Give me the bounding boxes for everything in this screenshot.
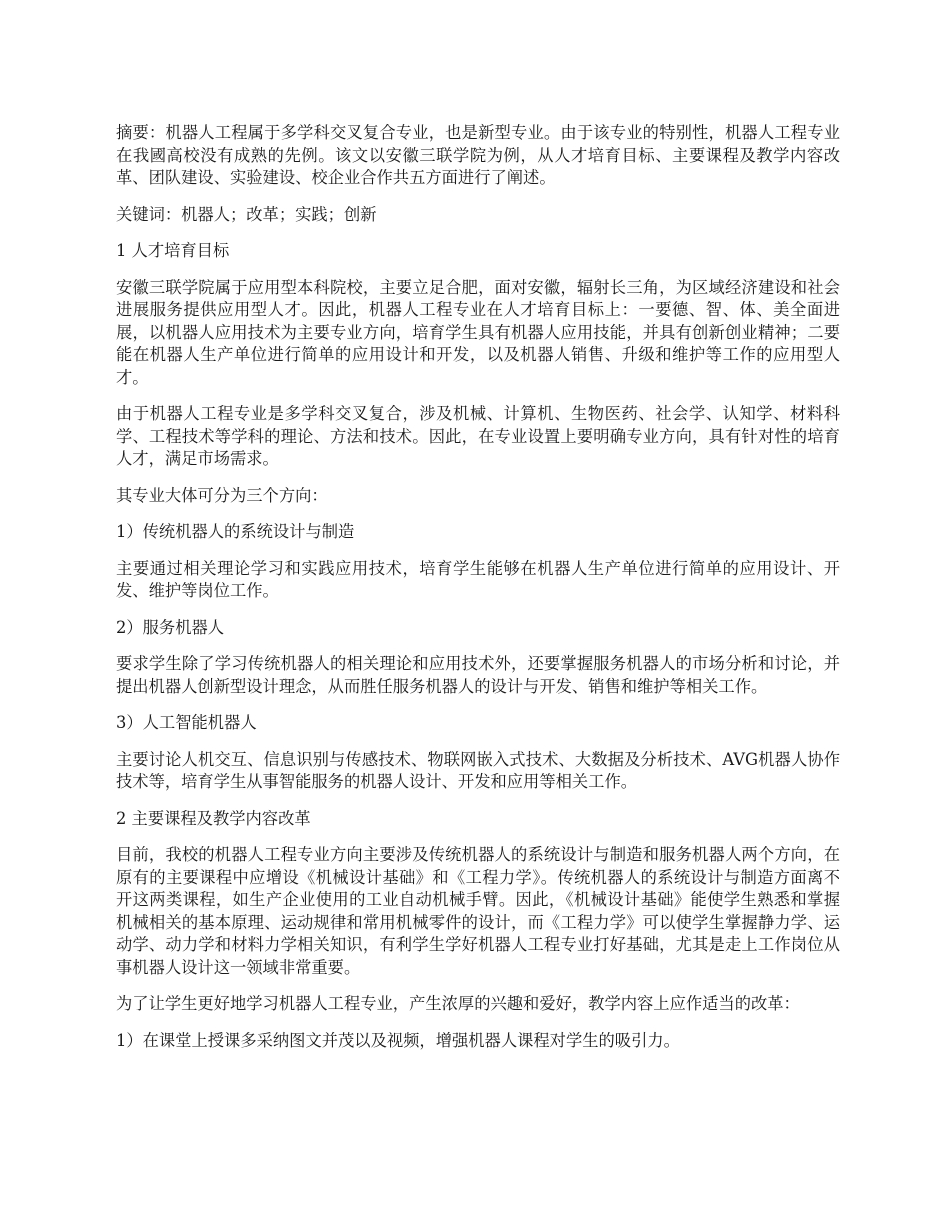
list-item-heading: 2）服务机器人 [116,617,225,637]
body-paragraph: 要求学生除了学习传统机器人的相关理论和应用技术外，还要掌握服务机器人的市场分析和讨论，并提出机器人创新型设计理念，从而胜任服务机器人的设计与开发、销售和维护等相关工作。 [116,654,840,696]
body-paragraph: 目前，我校的机器人工程专业方向主要涉及传统机器人的系统设计与制造和服务机器人两个方向，在原有的主要课程中应增设《机械设计基础》和《工程力学》。传统机器人的系统设计与制造方面离不开这两类课程，如生产企业使用的工业自动机械手臂。因此，《机械设计基础》能使学生熟悉和掌握机械相关的基本原理、运动规律和常用机械零件的设计，而《工程力学》可以使学生掌握静力学、运动学、动力学和材料力学相关知识，有利学生学好机器人工程专业打好基础，尤其是走上工作岗位从事机器人设计这一领域非常重要。 [116,845,840,977]
list-item-heading: 1）传统机器人的系统设计与制造 [116,522,355,541]
abstract-paragraph: 摘要：机器人工程属于多学科交叉复合专业，也是新型专业。由于该专业的特别性，机器人工程专业在我國高校没有成熟的先例。该文以安徽三联学院为例，从人才培育目标、主要课程及教学内容改革、团队建设、实验建设、校企业合作共五方面进行了阐述。 [116,123,840,187]
list-item: 1）在课堂上授课多采纳图文并茂以及视频，增强机器人课程对学生的吸引力。 [116,1030,680,1050]
list-item-heading: 3）人工智能机器人 [116,713,257,732]
body-paragraph: 为了让学生更好地学习机器人工程专业，产生浓厚的兴趣和爱好，教学内容上应作适当的改革： [116,994,800,1013]
body-paragraph: 安徽三联学院属于应用型本科院校，主要立足合肥，面对安徽，辐射长三角，为区域经济建设和社会进展服务提供应用型人才。因此，机器人工程专业在人才培育目标上：一要德、智、体、美全面进展，以机器人应用技术为主要专业方向，培育学生具有机器人应用技能，并具有创新创业精神；二要能在机器人生产单位进行简单的应用设计和开发，以及机器人销售、升级和维护等工作的应用型人才。 [116,277,840,387]
body-paragraph: 主要通过相关理论学习和实践应用技术，培育学生能够在机器人生产单位进行简单的应用设计、开发、维护等岗位工作。 [116,558,840,600]
body-paragraph: 由于机器人工程专业是多学科交叉复合，涉及机械、计算机、生物医药、社会学、认知学、材料科学、工程技术等学科的理论、方法和技术。因此，在专业设置上要明确专业方向，具有针对性的培育人才，满足市场需求。 [116,404,840,468]
section-heading-1: 1 人才培育目标 [116,241,230,260]
keywords-paragraph: 关键词：机器人；改革；实践；创新 [116,204,377,224]
document-body [116,122,840,1066]
body-paragraph: 其专业大体可分为三个方向： [116,485,328,505]
section-heading-2: 2 主要课程及教学内容改革 [116,808,311,828]
body-paragraph: 主要讨论人机交互、信息识别与传感技术、物联网嵌入式技术、大数据及分析技术、AVG机器人协作技术等，培育学生从事智能服务的机器人设计、开发和应用等相关工作。 [116,749,840,791]
